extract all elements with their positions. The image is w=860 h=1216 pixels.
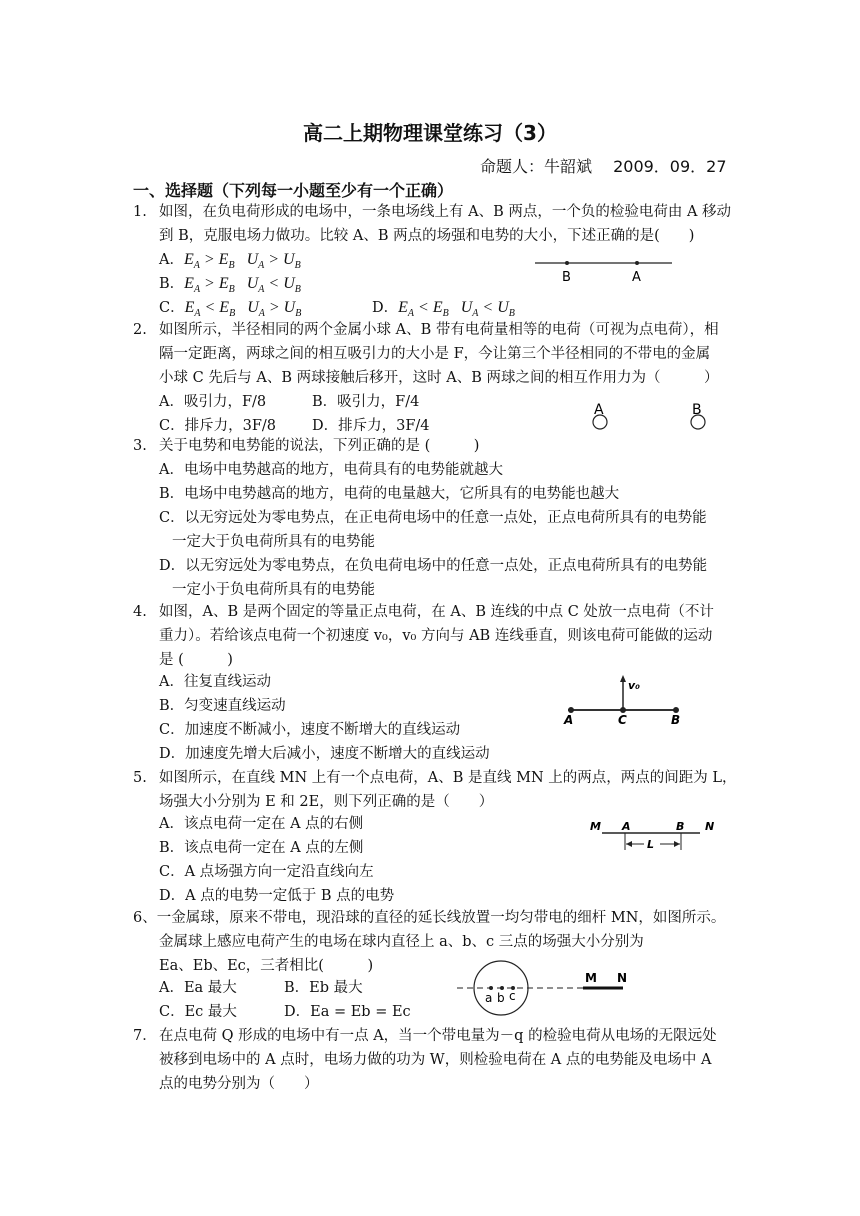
question-text: 关于电势和电势能的说法，下列正确的是 ( )	[159, 438, 480, 454]
option-d: D．加速度先增大后减小，速度不断增大的直线运动	[159, 746, 490, 762]
label-b: B	[562, 270, 571, 285]
option-a: A．电场中电势越高的地方，电荷具有的电势能就越大	[159, 462, 503, 478]
label-a: a	[485, 991, 493, 1005]
line-mn-figure	[588, 816, 723, 854]
label-b: B	[671, 713, 681, 727]
question-text: 如图，A、B 是两个固定的等量正点电荷，在 A、B 连线的中点 C 处放一点电荷（不计	[159, 604, 714, 620]
question-text: 一金属球，原来不带电，现沿球的直径的延长线放置一均匀带电的细杆 MN，如图所示。	[156, 910, 726, 926]
question-5-line-1	[133, 766, 736, 790]
charges-velocity-figure	[560, 672, 690, 728]
label-c: c	[509, 989, 516, 1003]
question-4-line-3: 是 ( )	[159, 652, 233, 668]
page-title: 高二上期物理课堂练习（3）	[303, 121, 557, 145]
option-c-line-1: C．以无穷远处为零电势点，在正电荷电场中的任意一点处，正点电荷所具有的电势能	[159, 510, 707, 526]
question-number: 2.	[133, 322, 147, 338]
question-6-line-2: 金属球上感应电荷产生的电场在球内直径上 a、b、c 三点的场强大小分别为	[159, 934, 644, 950]
arrow-head	[620, 675, 626, 682]
option-a: A．Ea 最大	[159, 980, 237, 996]
question-4-line-2: 重力）。若给该点电荷一个初速度 v₀，v₀ 方向与 AB 连线垂直，则该电荷可能做的运动	[159, 628, 713, 644]
option-b: B．$E_A > E_B$ $U_A < U_B$	[159, 275, 301, 296]
question-text: 如图所示，在直线 MN 上有一个点电荷，A、B 是直线 MN 上的两点，两点的间距为 L，	[159, 770, 737, 786]
question-number: 3.	[133, 438, 147, 454]
author-line: 命题人：牛韶斌 2009．09．27	[480, 157, 727, 176]
point-a	[489, 986, 493, 990]
option-d-line-1: D．以无穷远处为零电势点，在负电荷电场中的任意一点处，正点电荷所具有的电势能	[159, 558, 708, 574]
question-6-line-3: Ea、Eb、Ec，三者相比( )	[159, 958, 374, 974]
label-n: N	[705, 820, 715, 833]
question-7-line-3: 点的电势分别为（ ）	[159, 1076, 319, 1092]
question-5-line-2: 场强大小分别为 E 和 2E，则下列正确的是（ ）	[159, 794, 494, 810]
label-l: L	[647, 838, 655, 851]
two-spheres-figure	[585, 400, 715, 434]
point-a	[635, 261, 639, 265]
question-number: 4.	[133, 604, 147, 620]
label-a: A	[632, 270, 641, 285]
question-7-line-1	[133, 1024, 717, 1048]
option-b: B．电场中电势越高的地方，电荷的电量越大，它所具有的电势能也越大	[159, 486, 620, 502]
question-text: 如图，在负电荷形成的电场中，一条电场线上有 A、B 两点，一个负的检验电荷由 A 移动	[159, 204, 732, 220]
question-text: 在点电荷 Q 形成的电场中有一点 A，当一个带电量为－q 的检验电荷从电场的无限远处	[159, 1028, 717, 1044]
field-line-figure	[530, 255, 680, 289]
label-a: A	[622, 820, 631, 833]
label-b: B	[676, 820, 685, 833]
question-number: 1.	[133, 204, 147, 220]
label-a: A	[564, 713, 574, 727]
option-c: C．Ec 最大	[159, 1004, 237, 1020]
question-4-line-1	[133, 600, 714, 624]
option-d: D．$E_A < E_B$ $U_A < U_B$	[372, 299, 515, 320]
question-1-line-2: 到 B，克服电场力做功。比较 A、B 两点的场强和电势的大小，下述正确的是( )	[159, 228, 695, 244]
option-a: A．往复直线运动	[159, 674, 271, 690]
option-a: A．吸引力，F/8	[159, 394, 267, 410]
label-b: b	[497, 991, 505, 1005]
sphere-rod-figure	[455, 958, 635, 1018]
question-2-line-3: 小球 C 先后与 A、B 两球接触后移开，这时 A、B 两球之间的相互作用力为（ ）	[159, 370, 719, 386]
option-a: A．该点电荷一定在 A 点的右侧	[159, 816, 364, 832]
option-c: C．排斥力，3F/8	[159, 418, 276, 434]
option-d-line-2: 一定小于负电荷所具有的电势能	[172, 582, 375, 598]
question-7-line-2: 被移到电场中的 A 点时，电场力做的功为 W，则检验电荷在 A 点的电势能及电场中 A	[159, 1052, 712, 1068]
point-b	[565, 261, 569, 265]
option-d: D．Ea = Eb = Ec	[284, 1004, 411, 1020]
label-b: B	[692, 402, 702, 418]
option-b: B．匀变速直线运动	[159, 698, 286, 714]
label-m: M	[590, 820, 601, 833]
question-2-line-1	[133, 318, 719, 342]
label-a: A	[594, 402, 604, 418]
question-number: 5.	[133, 770, 147, 786]
point-b	[500, 986, 504, 990]
label-n: N	[617, 971, 628, 985]
label-c: C	[618, 713, 627, 727]
question-1-line-1	[133, 200, 731, 224]
question-3-line-1	[133, 434, 479, 458]
question-2-line-2: 隔一定距离，两球之间的相互吸引力的大小是 F，今让第三个半径相同的不带电的金属	[159, 346, 711, 362]
option-c: C．A 点场强方向一定沿直线向左	[159, 864, 374, 880]
option-c-line-2: 一定大于负电荷所具有的电势能	[172, 534, 375, 550]
label-v0: v₀	[628, 679, 640, 692]
label-m: M	[585, 971, 597, 985]
question-text: 如图所示，半径相同的两个金属小球 A、B 带有电荷量相等的电荷（可视为点电荷），相	[159, 322, 719, 338]
option-d: D．排斥力，3F/4	[312, 418, 430, 434]
option-b: B．该点电荷一定在 A 点的左侧	[159, 840, 364, 856]
option-d: D．A 点的电势一定低于 B 点的电势	[159, 888, 395, 904]
option-b: B．Eb 最大	[284, 980, 363, 996]
question-number: 6、	[133, 910, 157, 926]
option-a: A．$E_A > E_B$ $U_A > U_B$	[159, 251, 301, 272]
option-b: B．吸引力，F/4	[312, 394, 420, 410]
option-c: C．加速度不断减小，速度不断增大的直线运动	[159, 722, 461, 738]
question-6-line-1	[133, 906, 725, 930]
option-c: C．$E_A < E_B$ $U_A > U_B$	[159, 299, 302, 320]
question-number: 7．	[133, 1028, 157, 1044]
section-heading: 一、选择题（下列每一小题至少有一个正确）	[133, 181, 454, 200]
